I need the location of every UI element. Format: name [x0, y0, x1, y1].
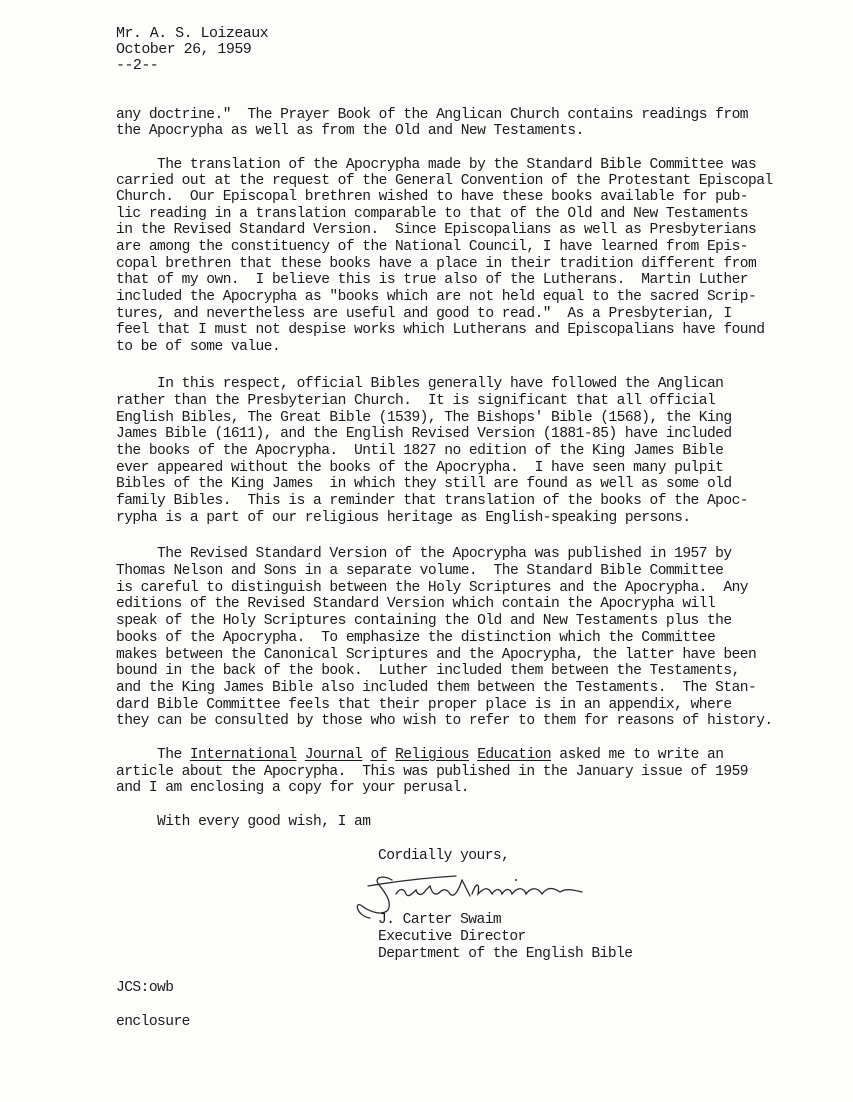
enclosure-notation: enclosure: [116, 1014, 190, 1030]
text-line: The translation of the Apocrypha made by the Standard Bible Committee was: [116, 157, 757, 173]
signer-title: Executive Director: [378, 929, 526, 945]
text-line: that of my own. I believe this is true also of the Lutherans. Martin Luther: [116, 272, 748, 288]
text-line: books of the Apocrypha. To emphasize the distinction which the Committee: [116, 630, 716, 646]
text-line: bound in the back of the book. Luther included them between the Testaments,: [116, 663, 740, 679]
text-line: [116, 747, 723, 763]
text-line: article about the Apocrypha. This was published in the January issue of 1959: [116, 764, 748, 780]
reference-initials: JCS:owb: [116, 980, 174, 996]
text-line: are among the constituency of the National Council, I have learned from Epis-: [116, 239, 748, 255]
journal-title-word: Religious: [395, 747, 469, 763]
text-line: ever appeared without the books of the Apocrypha. I have seen many pulpit: [116, 460, 724, 476]
signer-department: Department of the English Bible: [378, 946, 633, 962]
text-line: With every good wish, I am: [116, 814, 371, 830]
text-line: In this respect, official Bibles generally have followed the Anglican: [116, 376, 724, 392]
text-line: James Bible (1611), and the English Revised Version (1881-85) have included: [116, 426, 732, 442]
text-line: speak of the Holy Scriptures containing the Old and New Testaments plus the: [116, 613, 732, 629]
text-line: editions of the Revised Standard Version which contain the Apocrypha will: [116, 596, 716, 612]
text-line: lic reading in a translation comparable to that of the Old and New Testaments: [116, 206, 748, 222]
text-line: dard Bible Committee feels that their proper place is in an appendix, where: [116, 697, 732, 713]
text-line: rather than the Presbyterian Church. It is significant that all official: [116, 393, 716, 409]
text-line: copal brethren that these books have a place in their tradition different from: [116, 256, 757, 272]
text-line: any doctrine." The Prayer Book of the Anglican Church contains readings from: [116, 107, 748, 123]
text-line: makes between the Canonical Scriptures and the Apocrypha, the latter have been: [116, 647, 757, 663]
journal-title-word: International: [189, 747, 297, 763]
text-line: and the King James Bible also included them between the Testaments. The Stan-: [116, 680, 757, 696]
text-fragment: The: [116, 747, 190, 763]
text-line: The Revised Standard Version of the Apocrypha was published in 1957 by: [116, 546, 732, 562]
text-line: tures, and nevertheless are useful and good to read." As a Presbyterian, I: [116, 306, 732, 322]
text-line: they can be consulted by those who wish to refer to them for reasons of history.: [116, 713, 773, 729]
text-line: rypha is a part of our religious heritage as English-speaking persons.: [116, 510, 691, 526]
text-line: in the Revised Standard Version. Since Episcopalians as well as Presbyterians: [116, 222, 757, 238]
text-line: feel that I must not despise works which Lutherans and Episcopalians have found: [116, 322, 765, 338]
text-line: the Apocrypha as well as from the Old and New Testaments.: [116, 123, 584, 139]
text-line: English Bibles, The Great Bible (1539), The Bishops' Bible (1568), the King: [116, 410, 732, 426]
text-line: and I am enclosing a copy for your perusal.: [116, 780, 469, 796]
text-line: Church. Our Episcopal brethren wished to have these books available for pub-: [116, 189, 748, 205]
text-line: the books of the Apocrypha. Until 1827 no edition of the King James Bible: [116, 443, 724, 459]
signer-name: J. Carter Swaim: [378, 912, 502, 928]
text-fragment: asked me to write an: [551, 747, 724, 763]
text-line: Thomas Nelson and Sons in a separate volume. The Standard Bible Committee: [116, 563, 724, 579]
text-line: Bibles of the King James in which they still are found as well as some old: [116, 476, 732, 492]
date-line: October 26, 1959: [116, 41, 252, 58]
journal-title-word: Journal: [304, 747, 363, 763]
text-line: carried out at the request of the General Convention of the Protestant Episcopal: [116, 173, 773, 189]
page-number: --2--: [116, 57, 159, 74]
text-line: included the Apocrypha as "books which are not held equal to the sacred Scrip-: [116, 289, 757, 305]
journal-title-word: of: [370, 747, 387, 763]
text-line: family Bibles. This is a reminder that translation of the books of the Apoc-: [116, 493, 748, 509]
journal-title-word: Education: [477, 747, 552, 763]
text-line: to be of some value.: [116, 339, 281, 355]
recipient-line: Mr. A. S. Loizeaux: [116, 25, 269, 42]
text-line: is careful to distinguish between the Holy Scriptures and the Apocrypha. Any: [116, 580, 748, 596]
complimentary-close: Cordially yours,: [378, 848, 510, 864]
